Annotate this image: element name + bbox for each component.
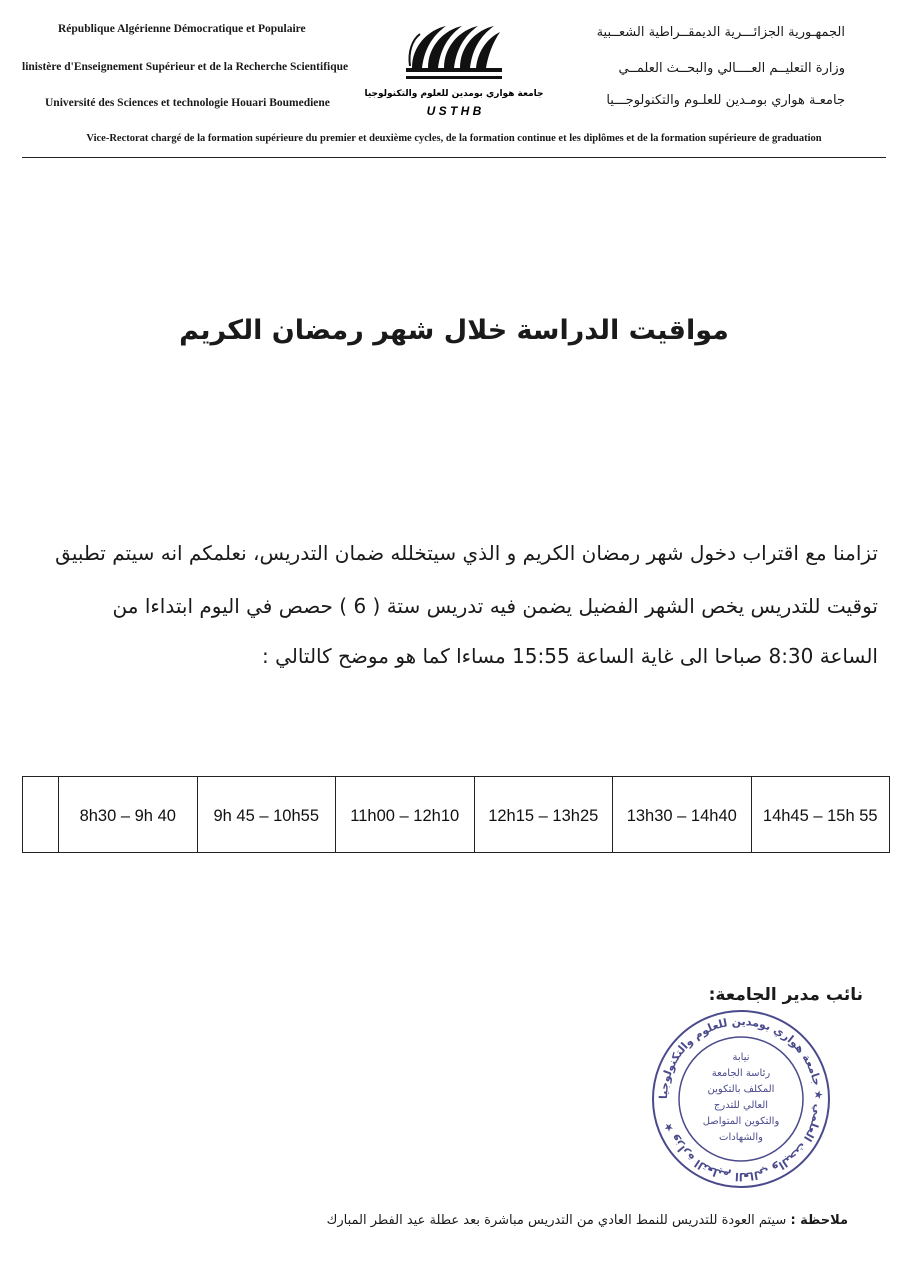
body-line-1: تزامنا مع اقتراب دخول شهر رمضان الكريم و الذي سيتخلله ضمان التدريس، نعلمكم انه سيتم تطبيق: [55, 541, 878, 565]
note-label: ملاحظة :: [790, 1213, 848, 1228]
header-ar-republic: الجمهـورية الجزائـــرية الديمقــراطية الشعــبية: [596, 25, 845, 40]
body-line-3: الساعة 8:30 صباحا الى غاية الساعة 15:55 مساءا كما هو موضح كالتالي :: [261, 644, 878, 668]
signature-title: نائب مدير الجامعة:: [708, 985, 863, 1005]
svg-text:وزارة التعليم العالي والبحث ال: [657, 1015, 825, 1183]
schedule-table: [22, 776, 890, 853]
slot-cell: 9h 45 – 10h55: [198, 777, 337, 852]
header-fr-university: Université des Sciences et technologie Houari Boumediene: [45, 97, 330, 109]
note-text: سيتم العودة للتدريس للنمط العادي من التدريس مباشرة بعد عطلة عيد الفطر المبارك: [326, 1213, 787, 1228]
stamp-line: المكلف بالتكوين: [707, 1084, 775, 1095]
slot-cell: 13h30 – 14h40: [613, 777, 752, 852]
body-line-2: توقيت للتدريس يخص الشهر الفضيل يضمن فيه تدريس ستة ( 6 ) حصص في اليوم ابتداءا من: [112, 594, 878, 618]
slot-cell: 12h15 – 13h25: [475, 777, 614, 852]
page-title: مواقيت الدراسة خلال شهر رمضان الكريم: [179, 315, 729, 346]
logo-arabic-text: جامعة هواري بومدين للعلوم والتكنولوجيا: [364, 89, 544, 99]
header-ar-ministry: وزارة التعليــم العــــالي والبحــث العلمــي: [618, 61, 845, 76]
usthb-logo: [364, 16, 544, 122]
stamp-line: رئاسة الجامعة: [711, 1068, 771, 1079]
logo-acronym: U S T H B: [426, 104, 482, 118]
header-fr-ministry: linistère d'Enseignement Supérieur et de la Recherche Scientifique: [22, 61, 349, 73]
header-divider: [22, 157, 886, 158]
stamp-line: والتكوين المتواصل: [702, 1116, 780, 1127]
footer-note: [327, 1213, 848, 1228]
vice-rectorat-line: Vice-Rectorat chargé de la formation supérieure du premier et deuxième cycles, de la formation continue et les diplômes et de la formation supérieure de graduation: [86, 133, 822, 144]
slot-cell: 14h45 – 15h 55: [762, 806, 878, 825]
header-ar-university: جامعـة هواري بومـدين للعلـوم والتكنولوجـــيا: [606, 93, 845, 108]
stamp-line: نيابة: [732, 1052, 750, 1063]
stamp-line: والشهادات: [719, 1132, 763, 1143]
stamp-line: العالي للتدرج: [713, 1100, 769, 1111]
stamp-outer-text: وزارة التعليم العالي والبحث العلمي ★ جامعة هواري بومدين للعلوم والتكنولوجيا ★: [656, 1014, 826, 1184]
slot-cell: 8h30 – 9h 40: [59, 777, 198, 852]
official-stamp: [650, 1008, 832, 1190]
slot-cell: 11h00 – 12h10: [336, 777, 475, 852]
table-blank-cell: [23, 777, 59, 852]
header-fr-republic: République Algérienne Démocratique et Populaire: [58, 23, 306, 35]
